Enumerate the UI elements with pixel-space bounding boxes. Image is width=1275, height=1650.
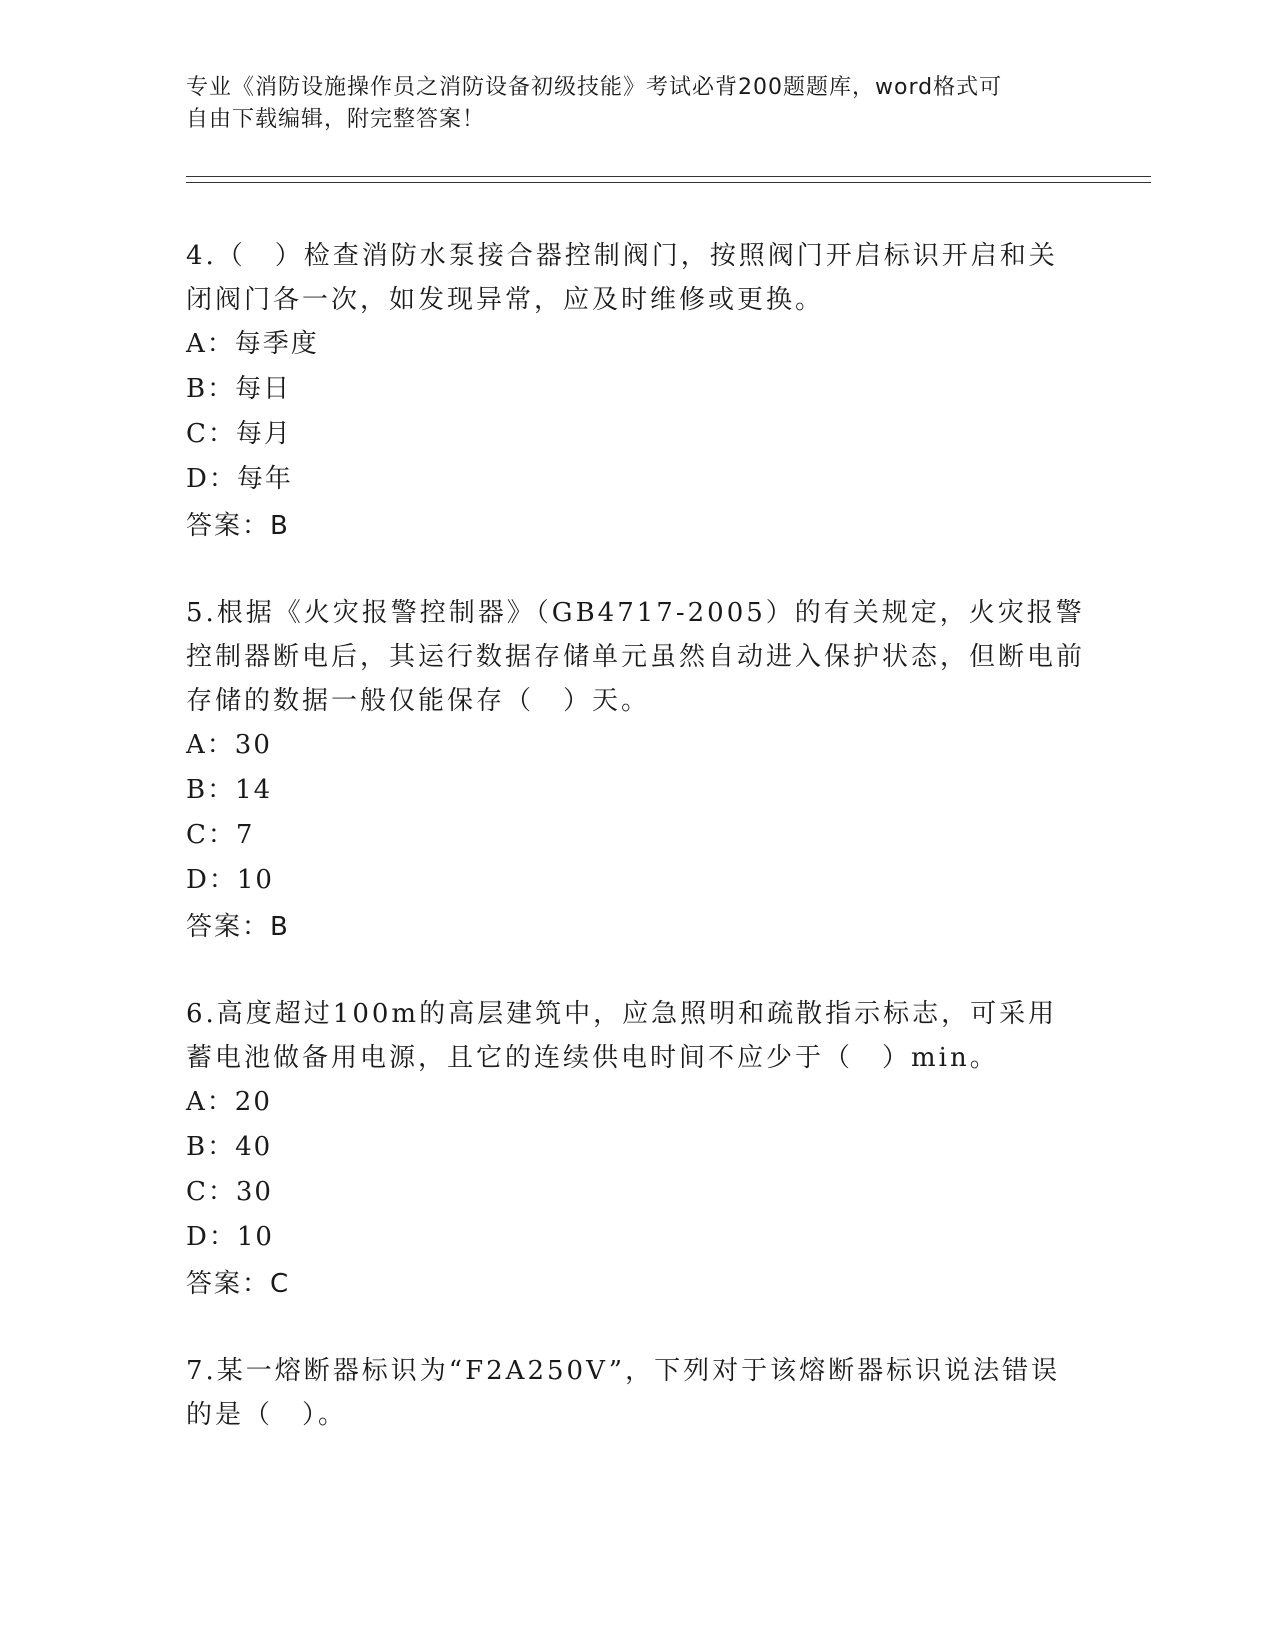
option-d: D：每年 <box>186 464 293 494</box>
question-4 <box>186 234 1086 549</box>
option-d: D：10 <box>186 1222 274 1252</box>
question-list <box>186 234 1086 1479</box>
option-d: D：10 <box>186 865 274 895</box>
question-stem: 7.某一熔断器标识为“F2A250V”，下列对于该熔断器标识说法错误的是（ ）。 <box>186 1356 1061 1430</box>
header-line-2: 自由下载编辑，附完整答案！ <box>186 107 486 132</box>
document-header <box>186 72 1066 136</box>
question-5 <box>186 591 1086 950</box>
option-list <box>186 723 1086 903</box>
answer-line: 答案：C <box>186 1269 291 1299</box>
header-double-rule <box>186 176 1151 183</box>
option-a: A：每季度 <box>186 329 319 359</box>
option-b: B：40 <box>186 1132 273 1162</box>
answer-line: 答案：B <box>186 511 290 541</box>
option-list <box>186 1080 1086 1260</box>
option-list <box>186 322 1086 502</box>
option-c: C：每月 <box>186 419 292 449</box>
question-stem: 6.高度超过100m的高层建筑中，应急照明和疏散指示标志，可采用蓄电池做备用电源，且它的连续供电时间不应少于（ ）min。 <box>186 999 1058 1073</box>
answer-line: 答案：B <box>186 912 290 942</box>
option-b: B：14 <box>186 775 273 805</box>
header-line-1: 专业《消防设施操作员之消防设备初级技能》考试必背200题题库，word格式可 <box>186 75 1003 100</box>
question-stem: 5.根据《火灾报警控制器》（GB4717-2005）的有关规定，火灾报警控制器断电后，其运行数据存储单元虽然自动进入保护状态，但断电前存储的数据一般仅能保存（ ）天。 <box>186 598 1086 716</box>
option-b: B：每日 <box>186 374 292 404</box>
option-c: C：30 <box>186 1177 273 1207</box>
question-6 <box>186 992 1086 1307</box>
option-a: A：30 <box>186 730 272 760</box>
question-stem: 4.（ ）检查消防水泵接合器控制阀门，按照阀门开启标识开启和关闭阀门各一次，如发现异常，应及时维修或更换。 <box>186 241 1058 315</box>
option-a: A：20 <box>186 1087 272 1117</box>
question-7 <box>186 1349 1086 1437</box>
option-c: C：7 <box>186 820 255 850</box>
